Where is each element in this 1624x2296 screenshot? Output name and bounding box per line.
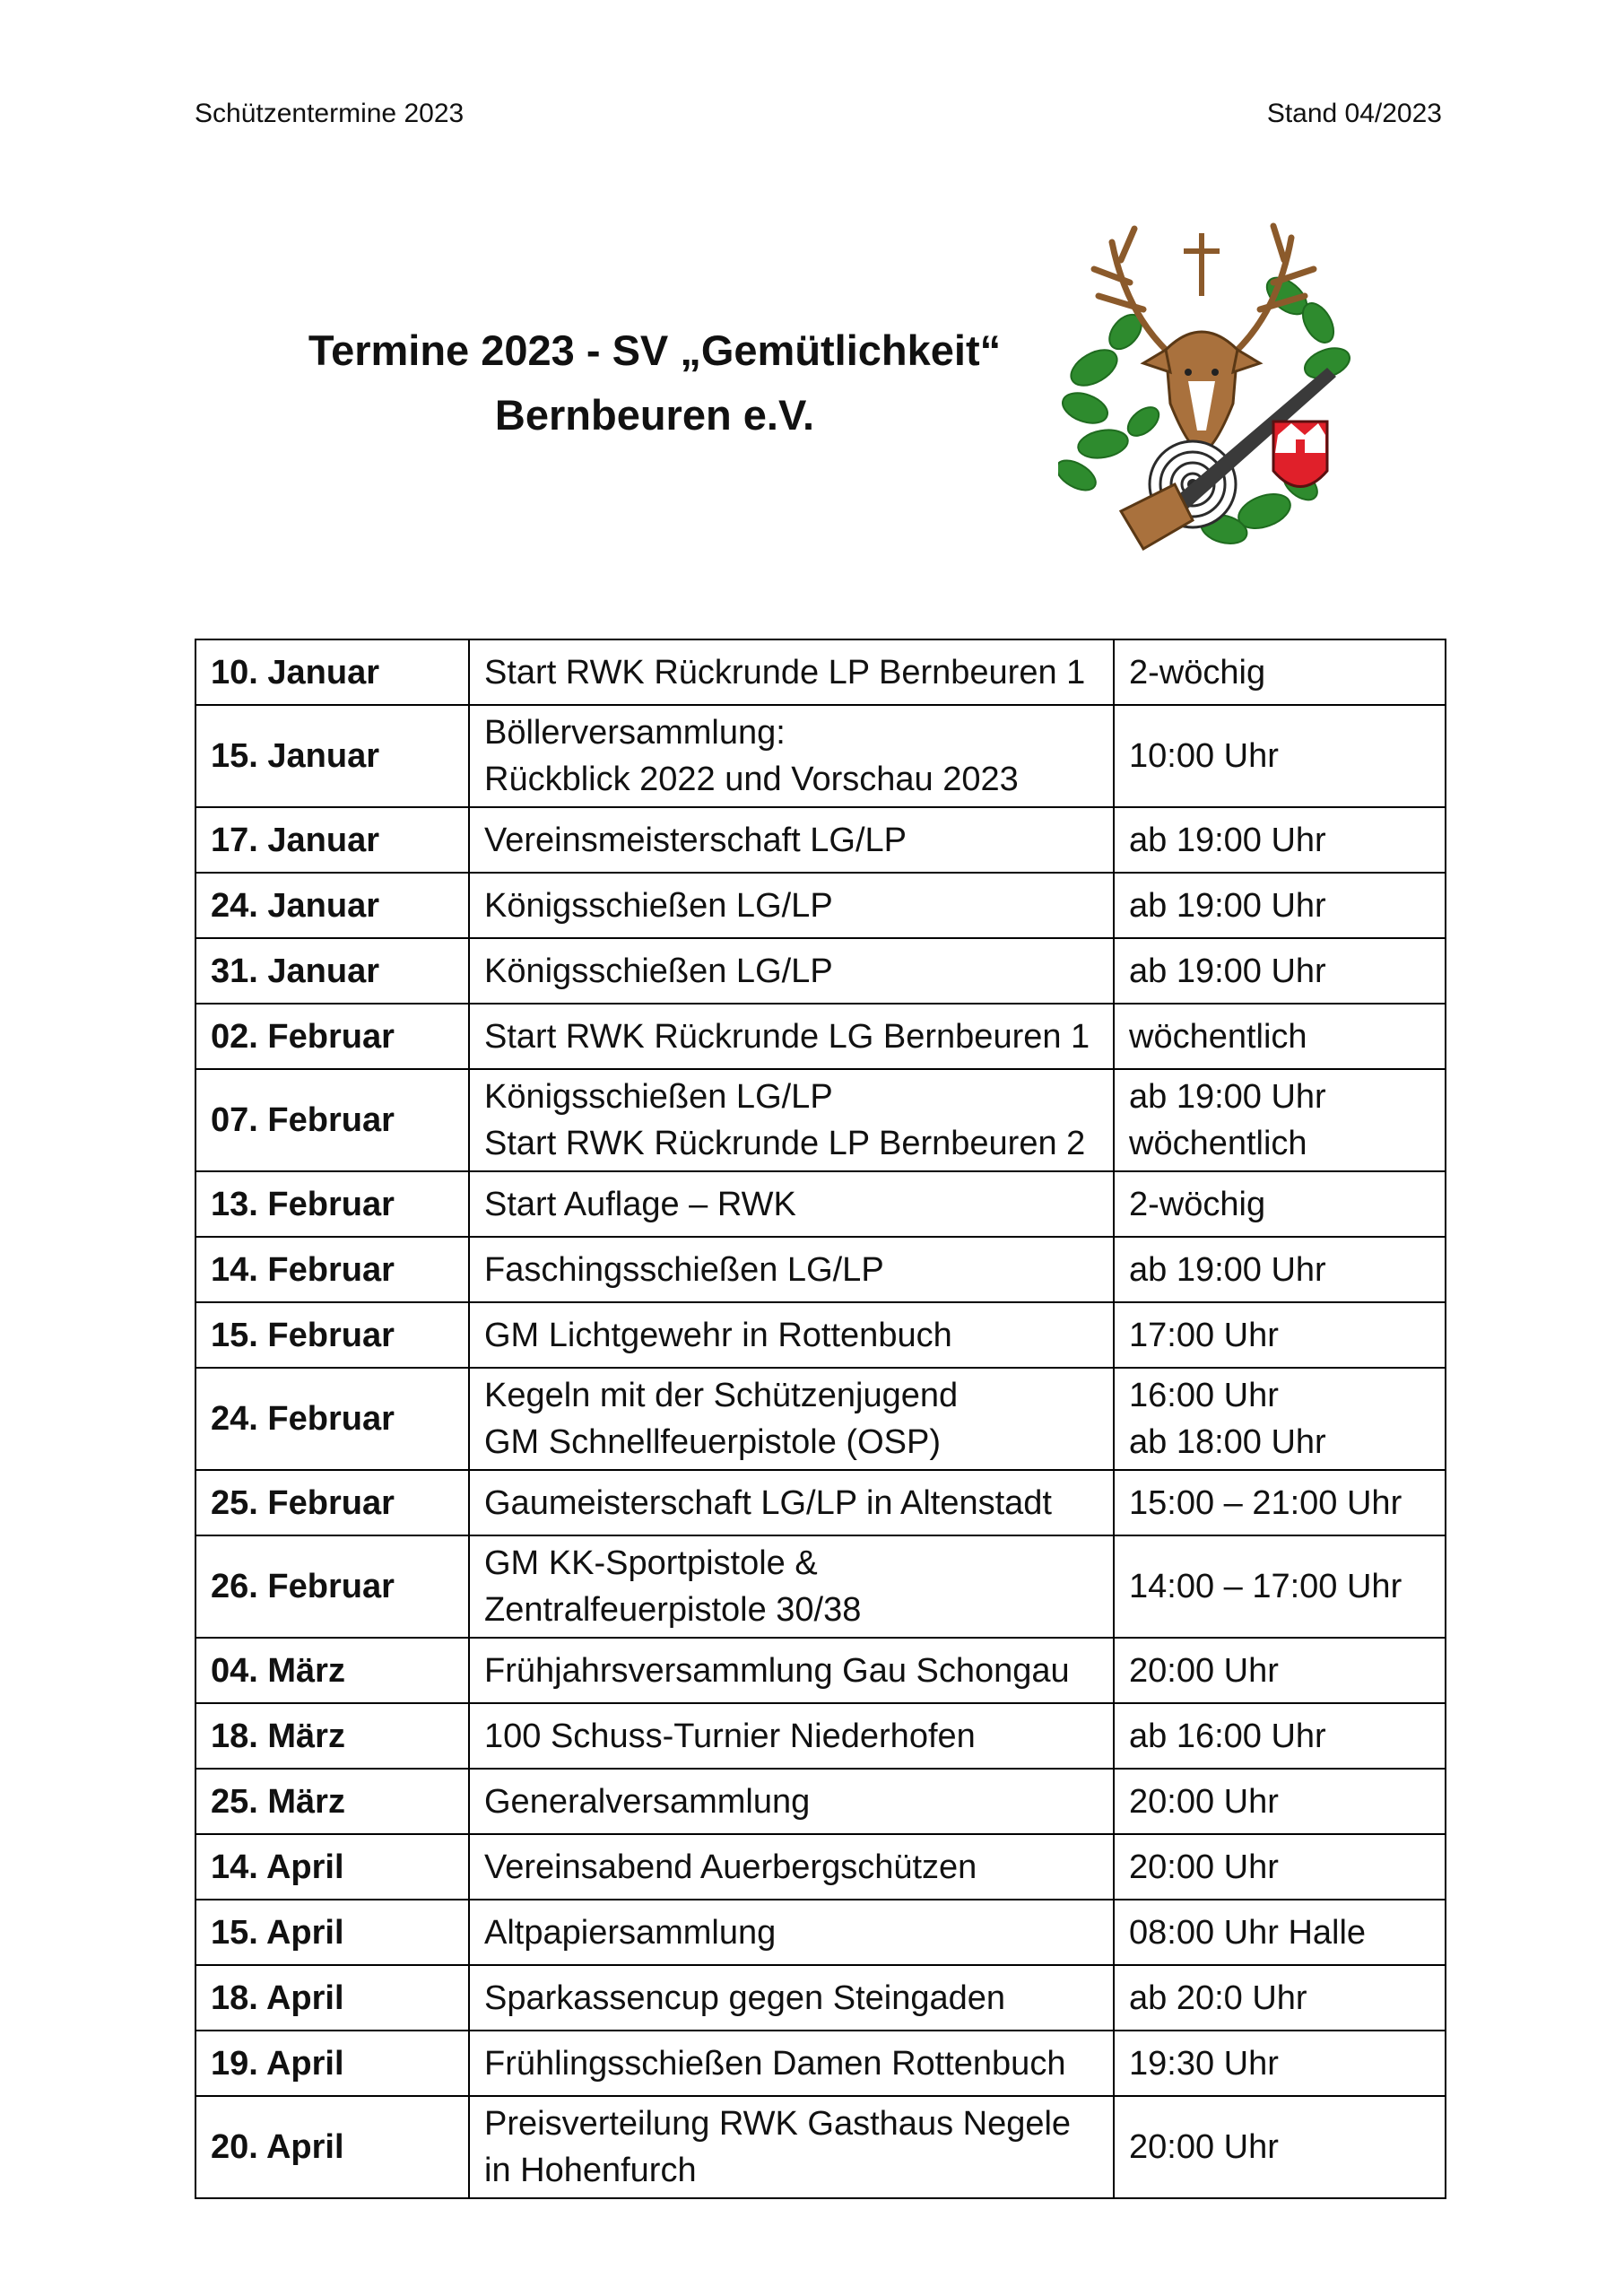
table-row — [195, 1171, 1446, 1237]
event-description-line: Preisverteilung RWK Gasthaus Negele — [484, 2105, 1072, 2143]
event-description-line: Gaumeisterschaft LG/LP in Altenstadt — [484, 1483, 1052, 1522]
event-description-line: Rückblick 2022 und Vorschau 2023 — [484, 761, 1019, 798]
event-time — [1114, 1069, 1446, 1171]
event-time-line: 10:00 Uhr — [1129, 737, 1279, 775]
event-date: 13. Februar — [195, 1171, 469, 1237]
event-date: 15. Januar — [195, 705, 469, 807]
event-description — [469, 1965, 1114, 2031]
table-row — [195, 2031, 1446, 2096]
event-time-line: 16:00 Uhr — [1129, 1377, 1279, 1414]
table-row — [195, 1302, 1446, 1368]
event-date: 24. Januar — [195, 873, 469, 938]
table-row — [195, 1965, 1446, 2031]
event-date: 10. Januar — [195, 639, 469, 705]
event-description — [469, 1069, 1114, 1171]
event-time-line: 2-wöchig — [1129, 1185, 1266, 1223]
event-description-line: 100 Schuss-Turnier Niederhofen — [484, 1717, 976, 1755]
event-time-line: 15:00 – 21:00 Uhr — [1129, 1483, 1403, 1522]
event-time — [1114, 1834, 1446, 1900]
table-row — [195, 1535, 1446, 1638]
event-description — [469, 1004, 1114, 1069]
event-time-line: 17:00 Uhr — [1129, 1316, 1279, 1354]
page-header-left: Schützentermine 2023 — [195, 99, 465, 128]
event-description-line: Böllerversammlung: — [484, 714, 786, 752]
table-row — [195, 1237, 1446, 1302]
event-time — [1114, 1004, 1446, 1069]
event-description — [469, 1470, 1114, 1535]
event-time — [1114, 639, 1446, 705]
event-description-line: GM Lichtgewehr in Rottenbuch — [484, 1316, 952, 1354]
event-description-line: Altpapiersammlung — [484, 1913, 777, 1952]
event-description — [469, 1237, 1114, 1302]
event-description-line: Frühlingsschießen Damen Rottenbuch — [484, 2044, 1066, 2083]
event-date: 14. Februar — [195, 1237, 469, 1302]
table-row — [195, 705, 1446, 807]
event-time-line: 08:00 Uhr Halle — [1129, 1913, 1367, 1952]
event-time-line: 2-wöchig — [1129, 653, 1266, 691]
event-time — [1114, 938, 1446, 1004]
event-description-line: Sparkassencup gegen Steingaden — [484, 1979, 1006, 2017]
event-time — [1114, 1368, 1446, 1470]
event-description — [469, 1834, 1114, 1900]
table-row — [195, 1834, 1446, 1900]
table-row — [195, 1703, 1446, 1769]
table-row — [195, 2096, 1446, 2198]
event-time-line: 20:00 Uhr — [1129, 1782, 1279, 1821]
event-description-line: Start RWK Rückrunde LP Bernbeuren 1 — [484, 653, 1086, 691]
event-description — [469, 873, 1114, 938]
document-title — [170, 318, 1139, 448]
event-description-line: GM Schnellfeuerpistole (OSP) — [484, 1423, 941, 1461]
table-row — [195, 873, 1446, 938]
event-description-line: Vereinsabend Auerbergschützen — [484, 1848, 977, 1886]
event-time — [1114, 1171, 1446, 1237]
event-time-line: 20:00 Uhr — [1129, 1651, 1279, 1690]
event-time-line: 14:00 – 17:00 Uhr — [1129, 1568, 1403, 1605]
event-time — [1114, 1769, 1446, 1834]
event-description-line: Königsschießen LG/LP — [484, 952, 833, 990]
table-row — [195, 938, 1446, 1004]
event-date: 18. März — [195, 1703, 469, 1769]
event-date: 02. Februar — [195, 1004, 469, 1069]
event-description-line: Zentralfeuerpistole 30/38 — [484, 1591, 862, 1629]
event-time-line: 19:30 Uhr — [1129, 2044, 1279, 2083]
table-row — [195, 1470, 1446, 1535]
event-date: 25. März — [195, 1769, 469, 1834]
event-time — [1114, 1703, 1446, 1769]
event-description-line: Königsschießen LG/LP — [484, 886, 833, 925]
event-description — [469, 1171, 1114, 1237]
event-description — [469, 1769, 1114, 1834]
event-date: 17. Januar — [195, 807, 469, 873]
event-date: 14. April — [195, 1834, 469, 1900]
table-row — [195, 807, 1446, 873]
event-time — [1114, 2096, 1446, 2198]
event-time — [1114, 1535, 1446, 1638]
event-description — [469, 1703, 1114, 1769]
event-description — [469, 938, 1114, 1004]
table-row — [195, 1900, 1446, 1965]
event-date: 19. April — [195, 2031, 469, 2096]
table-row — [195, 1004, 1446, 1069]
event-time — [1114, 807, 1446, 873]
event-date: 04. März — [195, 1638, 469, 1703]
event-description-line: Start Auflage – RWK — [484, 1185, 796, 1223]
event-description-line: Faschingsschießen LG/LP — [484, 1250, 884, 1289]
event-description-line: Start RWK Rückrunde LG Bernbeuren 1 — [484, 1017, 1090, 1056]
event-time — [1114, 1237, 1446, 1302]
event-time-line: ab 18:00 Uhr — [1129, 1423, 1326, 1461]
event-time — [1114, 2031, 1446, 2096]
event-date: 26. Februar — [195, 1535, 469, 1638]
event-description — [469, 807, 1114, 873]
table-row — [195, 1769, 1446, 1834]
event-description — [469, 1900, 1114, 1965]
event-time-line: 20:00 Uhr — [1129, 2128, 1279, 2166]
table-row — [195, 639, 1446, 705]
event-description — [469, 1368, 1114, 1470]
event-date: 24. Februar — [195, 1368, 469, 1470]
event-time-line: ab 19:00 Uhr — [1129, 821, 1326, 859]
event-time-line: wöchentlich — [1129, 1125, 1307, 1162]
event-description — [469, 1638, 1114, 1703]
event-time-line: 20:00 Uhr — [1129, 1848, 1279, 1886]
event-date: 20. April — [195, 2096, 469, 2198]
event-time-line: ab 19:00 Uhr — [1129, 952, 1326, 990]
event-description-line: GM KK-Sportpistole & — [484, 1544, 818, 1582]
event-time-line: wöchentlich — [1129, 1017, 1307, 1056]
events-table-body — [195, 639, 1446, 2198]
table-row — [195, 1638, 1446, 1703]
title-line-1: Termine 2023 - SV „Gemütlichkeit“ — [308, 326, 1002, 374]
page-header-right: Stand 04/2023 — [1266, 99, 1442, 128]
event-description — [469, 1302, 1114, 1368]
event-date: 15. Februar — [195, 1302, 469, 1368]
event-description-line: Vereinsmeisterschaft LG/LP — [484, 821, 907, 859]
title-line-2: Bernbeuren e.V. — [494, 391, 815, 439]
event-time-line: ab 19:00 Uhr — [1129, 886, 1326, 925]
event-time-line: ab 19:00 Uhr — [1129, 1250, 1326, 1289]
event-time — [1114, 1470, 1446, 1535]
event-description — [469, 705, 1114, 807]
event-time — [1114, 873, 1446, 938]
event-date: 07. Februar — [195, 1069, 469, 1171]
event-date: 31. Januar — [195, 938, 469, 1004]
event-description-line: Königsschießen LG/LP — [484, 1078, 833, 1116]
event-time — [1114, 705, 1446, 807]
event-time — [1114, 1638, 1446, 1703]
event-description — [469, 2096, 1114, 2198]
club-crest-icon — [1058, 215, 1372, 556]
event-description-line: Kegeln mit der Schützenjugend — [484, 1377, 959, 1414]
event-time-line: ab 19:00 Uhr — [1129, 1078, 1326, 1116]
event-time-line: ab 16:00 Uhr — [1129, 1717, 1326, 1755]
table-row — [195, 1368, 1446, 1470]
event-description-line: Generalversammlung — [484, 1782, 811, 1821]
event-date: 15. April — [195, 1900, 469, 1965]
event-time — [1114, 1302, 1446, 1368]
event-time-line: ab 20:0 Uhr — [1129, 1979, 1307, 2017]
event-description — [469, 639, 1114, 705]
table-row — [195, 1069, 1446, 1171]
event-description-line: Start RWK Rückrunde LP Bernbeuren 2 — [484, 1125, 1086, 1162]
event-time — [1114, 1965, 1446, 2031]
events-table — [195, 639, 1446, 2199]
event-description — [469, 1535, 1114, 1638]
event-description-line: in Hohenfurch — [484, 2152, 697, 2189]
event-description-line: Frühjahrsversammlung Gau Schongau — [484, 1651, 1070, 1690]
event-date: 18. April — [195, 1965, 469, 2031]
event-description — [469, 2031, 1114, 2096]
event-time — [1114, 1900, 1446, 1965]
event-date: 25. Februar — [195, 1470, 469, 1535]
